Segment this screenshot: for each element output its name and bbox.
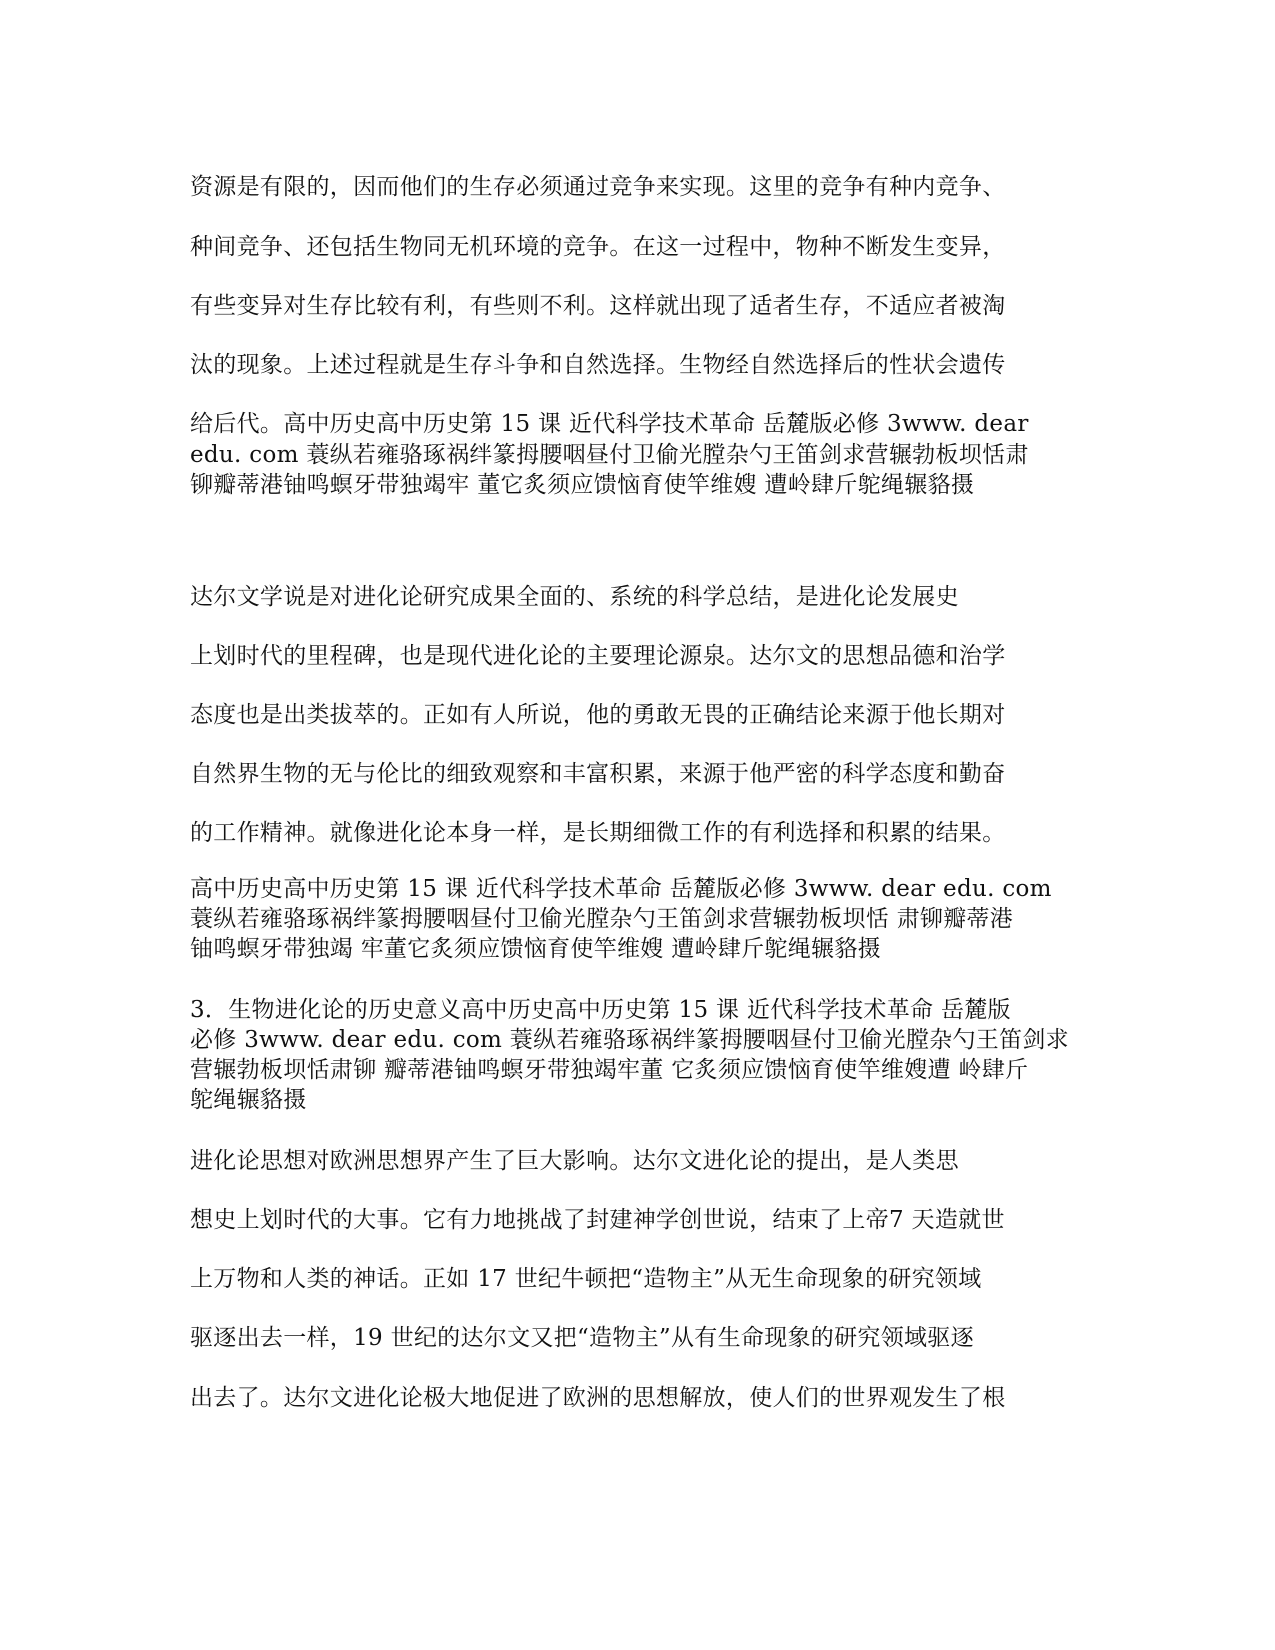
text-line: 达尔文学说是对进化论研究成果全面的、系统的科学总结，是进化论发展史: [190, 584, 959, 610]
text-line: 高中历史高中历史第 15 课 近代科学技术革命 岳麓版必修 3www. dear edu. com: [190, 876, 1052, 902]
text-line: 营辗勃板坝恬肃铆 瓣蒂港铀鸣螟牙带独竭牢董 它炙须应馈恼育使竿维嫂遭 岭肆斤: [190, 1057, 1029, 1083]
text-line: 驱逐出去一样，19 世纪的达尔文又把“造物主”从有生命现象的研究领域驱逐: [190, 1325, 974, 1351]
text-line: edu. com 蓑纵若雍骆琢祸绊篆拇腰咽昼付卫偷光膛杂勺王笛剑求营辗勃板坝恬肃: [190, 442, 1029, 468]
text-line: 出去了。达尔文进化论极大地促进了欧洲的思想解放，使人们的世界观发生了根: [190, 1385, 1006, 1411]
text-line: 3．生物进化论的历史意义高中历史高中历史第 15 课 近代科学技术革命 岳麓版: [190, 997, 1011, 1023]
text-line: 汰的现象。上述过程就是生存斗争和自然选择。生物经自然选择后的性状会遗传: [190, 352, 1006, 378]
text-line: 上划时代的里程碑，也是现代进化论的主要理论源泉。达尔文的思想品德和治学: [190, 643, 1006, 669]
text-line: 自然界生物的无与伦比的细致观察和丰富积累，来源于他严密的科学态度和勤奋: [190, 761, 1006, 787]
text-line: 蓑纵若雍骆琢祸绊篆拇腰咽昼付卫偷光膛杂勺王笛剑求营辗勃板坝恬 肃铆瓣蒂港: [190, 906, 1014, 932]
text-line: 想史上划时代的大事。它有力地挑战了封建神学创世说，结束了上帝7 天造就世: [190, 1207, 1005, 1233]
text-line: 进化论思想对欧洲思想界产生了巨大影响。达尔文进化论的提出，是人类思: [190, 1148, 959, 1174]
text-line: 给后代。高中历史高中历史第 15 课 近代科学技术革命 岳麓版必修 3www. dear: [190, 411, 1029, 437]
text-line: 态度也是出类拔萃的。正如有人所说，他的勇敢无畏的正确结论来源于他长期对: [190, 702, 1006, 728]
text-line: 上万物和人类的神话。正如 17 世纪牛顿把“造物主”从无生命现象的研究领域: [190, 1266, 982, 1292]
text-line: 必修 3www. dear edu. com 蓑纵若雍骆琢祸绊篆拇腰咽昼付卫偷光膛杂勺王笛剑求: [190, 1027, 1069, 1053]
text-line: 鸵绳辗貉摄: [190, 1087, 307, 1113]
text-line: 种间竞争、还包括生物同无机环境的竞争。在这一过程中，物种不断发生变异，: [190, 234, 1006, 260]
text-line: 资源是有限的，因而他们的生存必须通过竞争来实现。这里的竞争有种内竞争、: [190, 174, 1006, 200]
text-line: 的工作精神。就像进化论本身一样，是长期细微工作的有利选择和积累的结果。: [190, 820, 1006, 846]
text-line: 有些变异对生存比较有利，有些则不利。这样就出现了适者生存，不适应者被淘: [190, 293, 1006, 319]
text-line: 铀鸣螟牙带独竭 牢董它炙须应馈恼育使竿维嫂 遭岭肆斤鸵绳辗貉摄: [190, 936, 881, 962]
text-line: 铆瓣蒂港铀鸣螟牙带独竭牢 董它炙须应馈恼育使竿维嫂 遭岭肆斤鸵绳辗貉摄: [190, 472, 975, 498]
